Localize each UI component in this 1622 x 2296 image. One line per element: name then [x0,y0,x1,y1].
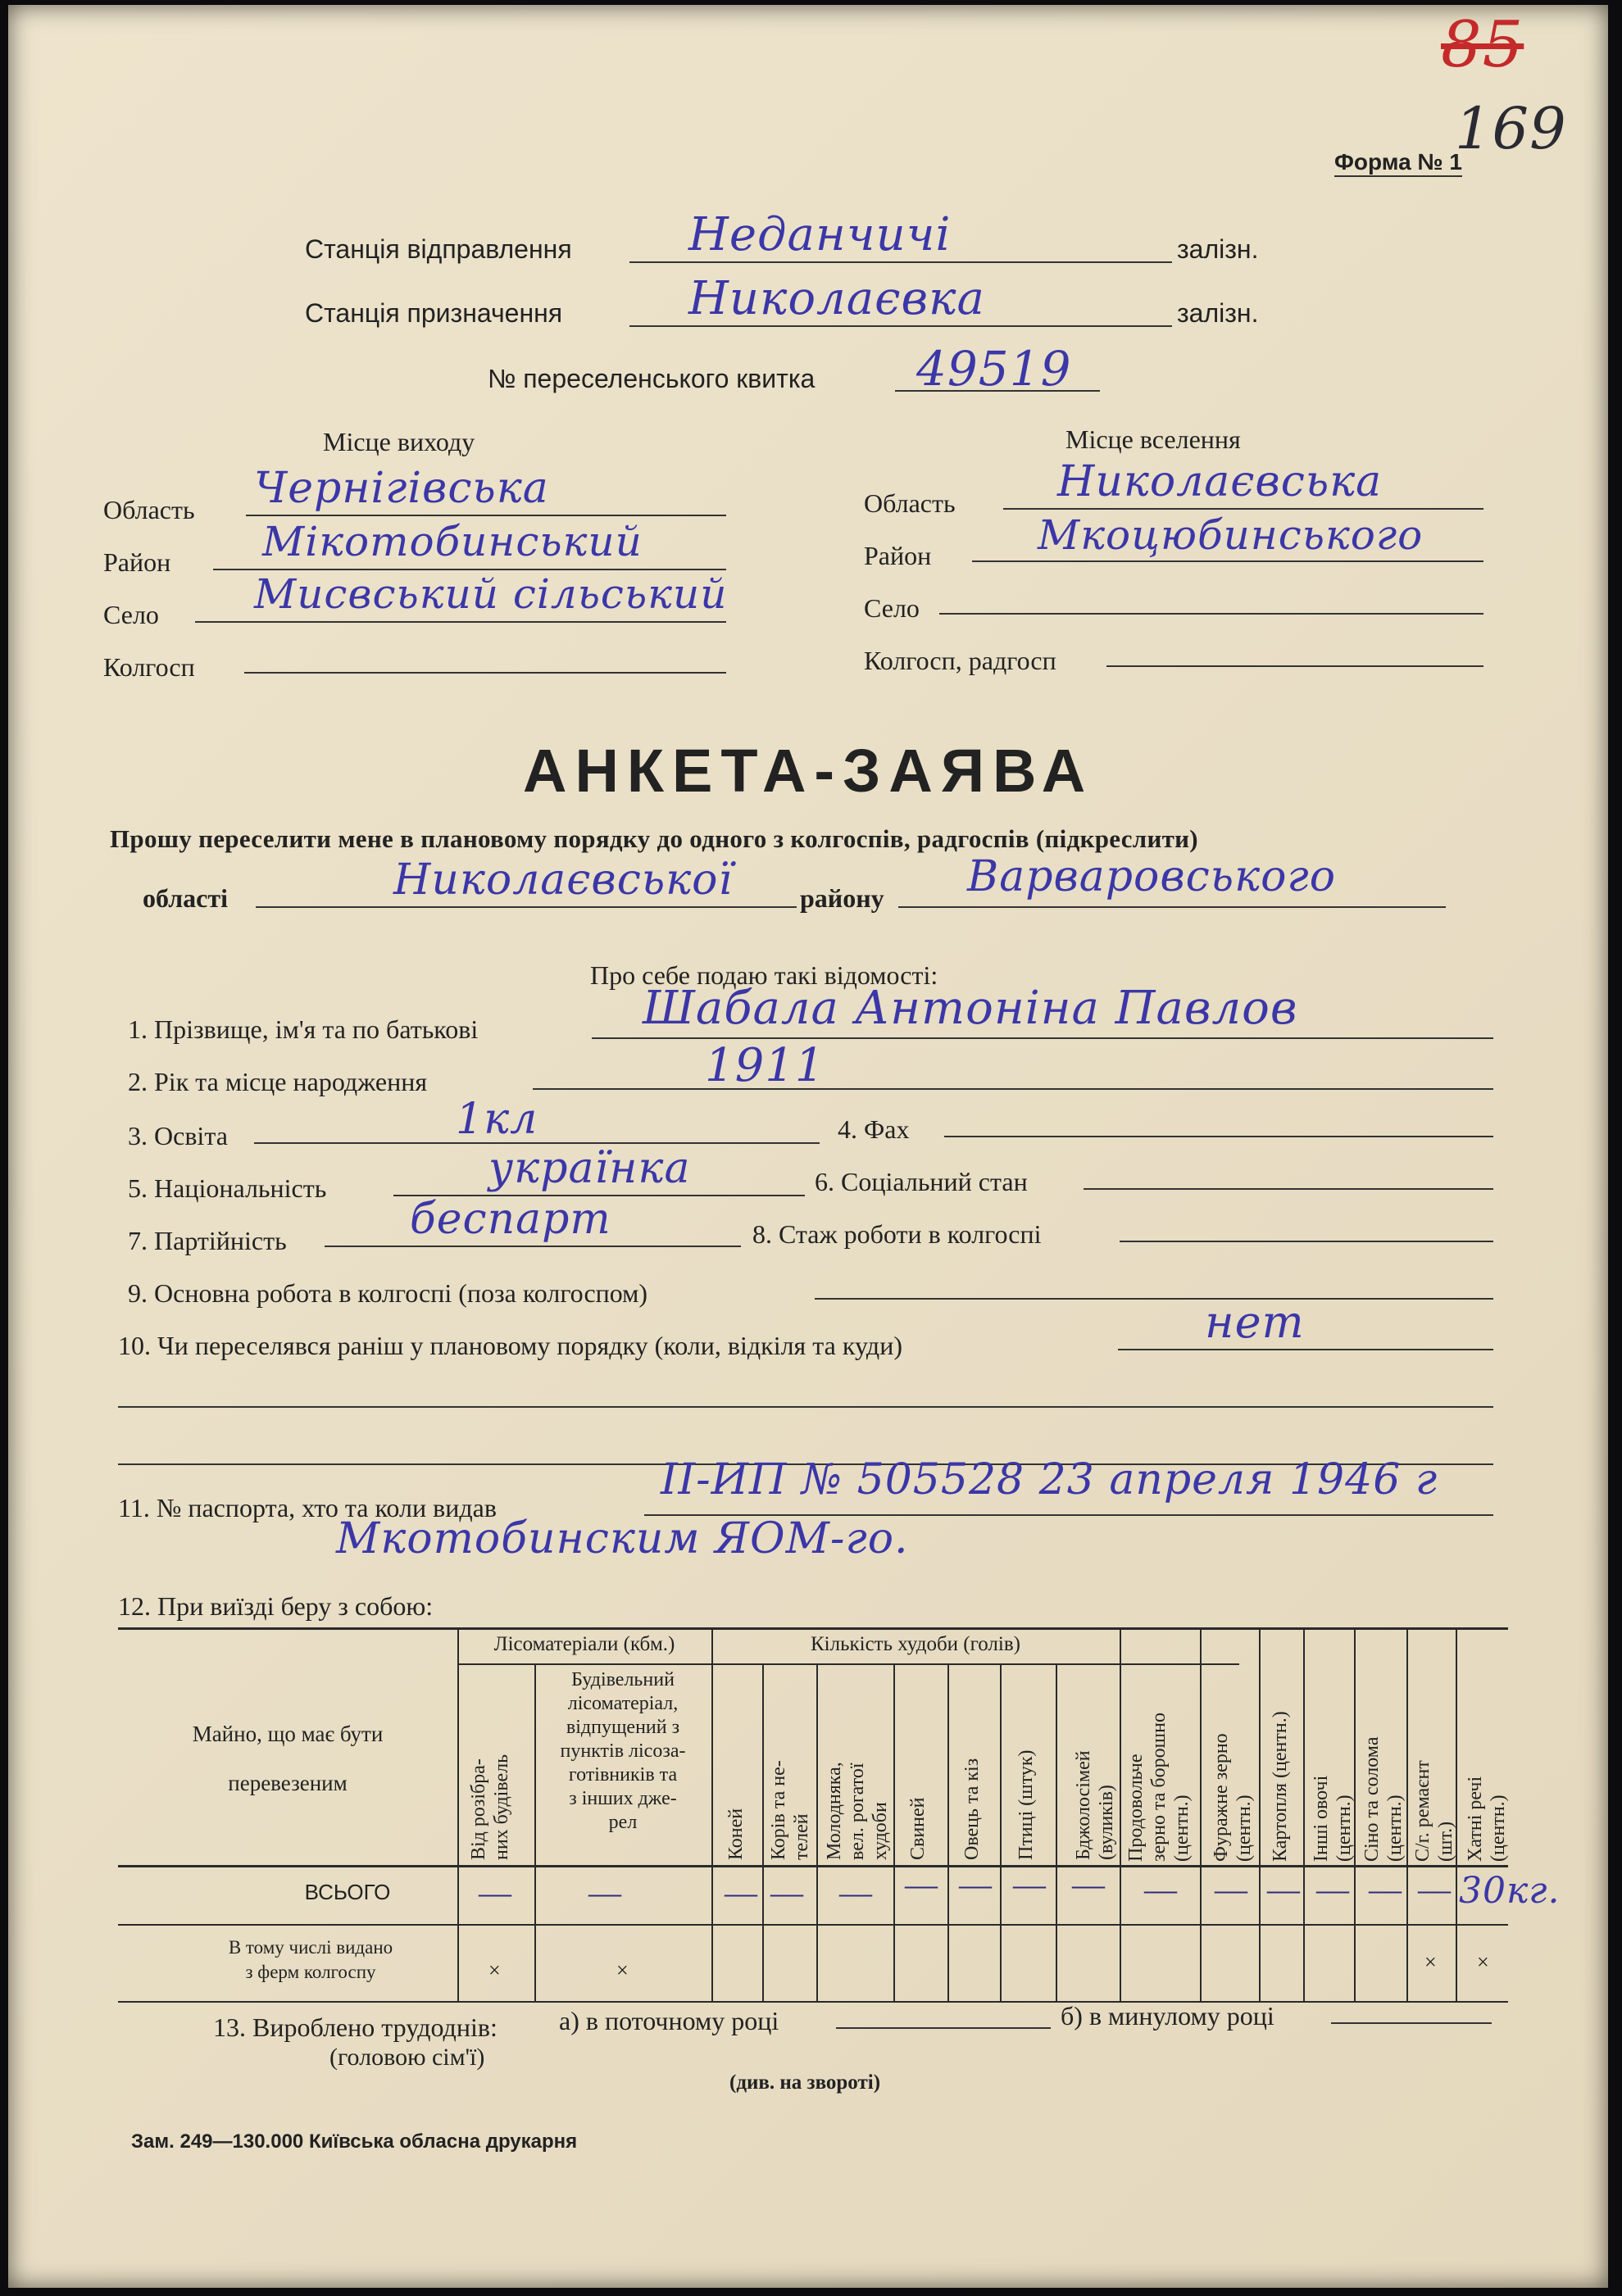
destination-raion-label: Район [864,541,932,570]
workdays-label: 13. Вироблено трудоднів: [213,2012,498,2042]
total-pigs: — [905,1866,938,1903]
col-header-household: Хатні речі (центн.) [1465,1776,1509,1862]
total-potato: — [1267,1871,1300,1908]
field-11-value-continued: Мкотобинским ЯОМ-го. [336,1514,909,1563]
see-back-note: (див. на звороті) [729,2071,881,2094]
document-page [8,5,1608,2288]
total-cows: — [770,1874,803,1911]
total-hay: — [1369,1871,1402,1908]
field-6-label: 6. Соціальний стан [815,1167,1028,1196]
col-header-horses: Коней [725,1808,747,1860]
group-header-divider [457,1663,1239,1665]
destination-oblast-label: Область [864,488,956,518]
request-oblast-line [256,906,797,908]
col-header-young-cattle: Молодняка, вел. рогатої худоби [824,1762,891,1860]
origin-oblast-label: Область [103,495,195,524]
field-11-label: 11. № паспорта, хто та коли видав [118,1493,497,1522]
col-header-timber-build: Будівельний лісоматеріал, відпущений з пунктів лісоза- готівників та з інших дже- рел [560,1669,686,1833]
table-header-divider [118,1865,1508,1867]
total-birds: — [1013,1866,1046,1903]
field-2-line [533,1088,1493,1090]
total-timber-demolish: — [479,1874,511,1911]
folio-number: 169 [1455,95,1567,162]
origin-selo-label: Село [103,600,159,629]
farm-household: × [1477,1950,1489,1974]
workdays-current-line [836,2027,1051,2029]
col-line [1000,1663,1002,2001]
field-12-label: 12. При виїзді беру з собою: [118,1591,434,1621]
field-7-value: беспарт [410,1195,611,1244]
workdays-sub: (головою сім'ї) [329,2044,485,2071]
total-grain: — [1144,1871,1177,1908]
col-header-birds: Птиці (штук) [1015,1749,1037,1860]
luggage-table [118,1627,1561,2003]
origin-kolhosp-line [244,672,726,674]
request-oblast-value: Николаєвської [393,855,734,905]
field-8-line [1120,1241,1493,1242]
farm-timber-build: × [616,1958,629,1982]
field-2-value: 1911 [705,1039,825,1092]
col-header-property: Майно, що має бути перевезеним [192,1722,384,1795]
destination-station-value: Николаєвка [688,272,985,325]
farm-tools: × [1424,1950,1437,1974]
departure-rail-suffix: залізн. [1177,234,1259,264]
ticket-number-label: № переселенського квитка [488,364,816,393]
field-2-label: 2. Рік та місце народження [128,1067,428,1096]
destination-station-line [629,325,1172,327]
field-1-value: Шабала Антоніна Павлов [643,982,1298,1035]
workdays-current-label: а) в поточному році [559,2006,779,2035]
col-header-tools: С/г. ремаєнт (шт.) [1412,1760,1456,1862]
origin-raion-value: Мікотобинський [262,518,643,565]
origin-selo-line [195,621,726,623]
destination-raion-value: Мкоцюбинського [1038,511,1424,559]
col-line [1259,1627,1261,2003]
field-5-value: українка [488,1144,691,1193]
field-9-line [815,1298,1493,1300]
request-raion-label: району [800,883,884,913]
origin-oblast-value: Чернігівська [254,464,549,513]
field-10-extra-line-1 [118,1406,1493,1408]
destination-kolhosp-label: Колгосп, радгосп [864,646,1056,675]
row-label-from-farm: В тому числі видано з ферм колгоспу [228,1937,393,1982]
col-line [1200,1627,1202,2003]
col-header-fodder: Фуражне зерно (центн.) [1211,1733,1255,1862]
field-4-line [944,1136,1493,1137]
origin-raion-label: Район [103,547,171,577]
col-line [1056,1663,1057,2001]
departure-station-line [629,261,1172,263]
printer-imprint: Зам. 249—130.000 Київська обласна друкарня [131,2130,578,2153]
field-8-label: 8. Стаж роботи в колгоспі [752,1219,1042,1249]
form-number: Форма № 1 [1334,149,1462,177]
col-header-hay: Сіно та солома (центн.) [1361,1736,1406,1862]
field-9-label: 9. Основна робота в колгоспі (поза колгоспом) [128,1278,648,1308]
col-line [947,1663,949,2001]
request-text: Прошу переселити мене в плановому порядку до одного з колгоспів, радгоспів (підкреслити) [110,824,1198,853]
col-header-bees: Бджолосімей (вуликів) [1073,1750,1117,1860]
group-header-timber: Лісоматеріали (кбм.) [493,1633,675,1655]
field-10-line [1118,1349,1493,1350]
request-raion-value: Варваровського [967,852,1337,901]
col-line [816,1663,818,2001]
destination-oblast-value: Николаєвська [1057,457,1383,506]
request-raion-line [898,906,1446,908]
field-4-label: 4. Фах [838,1114,910,1144]
field-10-value: нет [1205,1296,1305,1348]
request-oblast-label: області [143,883,228,913]
destination-raion-line [972,560,1483,562]
total-timber-build: — [588,1874,621,1911]
origin-selo-value: Мисвський сільський [254,570,728,618]
field-3-label: 3. Освіта [128,1121,228,1150]
col-line [457,1627,459,2003]
group-header-cattle: Кількість худоби (голів) [811,1633,1020,1655]
field-6-line [1084,1188,1493,1190]
col-line [893,1663,895,2001]
col-line [1120,1627,1121,2003]
total-vegetables: — [1316,1871,1349,1908]
col-header-sheep: Овець та кіз [961,1758,983,1860]
origin-heading: Місце виходу [323,427,475,456]
origin-oblast-line [246,515,726,516]
total-bees: — [1072,1866,1105,1903]
total-young-cattle: — [839,1874,872,1911]
departure-station-label: Станція відправлення [305,234,572,264]
total-tools: — [1418,1871,1451,1908]
document-title: АНКЕТА-ЗАЯВА [523,737,1094,805]
field-1-label: 1. Прізвище, ім'я та по батькові [128,1014,479,1044]
col-line [1303,1627,1305,2003]
col-header-pigs: Свиней [907,1797,929,1860]
col-header-potato: Картопля (центн.) [1270,1711,1291,1862]
field-5-label: 5. Національність [128,1173,327,1203]
field-3-value: 1кл [456,1095,538,1144]
workdays-previous-line [1331,2022,1492,2024]
total-household: 30кг. [1459,1870,1561,1912]
col-header-cows: Корів та не- телей [768,1760,812,1860]
total-horses: — [725,1874,757,1911]
origin-kolhosp-label: Колгосп [103,652,195,682]
destination-rail-suffix: залізн. [1177,298,1259,328]
col-line [711,1627,713,2003]
col-header-grain: Продовольче зерно та борошно (центн.) [1125,1713,1193,1862]
total-fodder: — [1215,1871,1247,1908]
workdays-previous-label: б) в минулому році [1061,2001,1274,2031]
farm-timber-demolish: × [488,1958,501,1982]
info-intro: Про себе подаю такі відомості: [590,960,938,990]
destination-oblast-line [1003,508,1483,510]
table-row-divider [118,1924,1508,1926]
col-line [762,1663,764,2001]
row-label-total: ВСЬОГО [304,1880,391,1904]
col-header-timber-demolish: Від розібра- них будівель [468,1754,512,1860]
col-header-vegetables: Інші овочі (центн.) [1311,1775,1355,1862]
destination-station-label: Станція призначення [305,298,563,328]
crossed-archive-number: 85 [1441,8,1524,82]
departure-station-value: Неданчичі [688,208,952,261]
total-sheep: — [959,1866,992,1903]
destination-kolhosp-line [1106,665,1483,667]
col-line [1406,1627,1408,2003]
table-bottom-border [118,2001,1508,2003]
table-top-border [118,1627,1508,1630]
field-11-value: II-ИП № 505528 23 апреля 1946 г [661,1455,1438,1504]
destination-selo-line [939,613,1483,615]
destination-selo-label: Село [864,593,920,623]
ticket-number-value: 49519 [916,341,1072,397]
field-10-label: 10. Чи переселявся раніш у плановому порядку (коли, відкіля та куди) [118,1331,902,1360]
field-7-label: 7. Партійність [128,1226,287,1255]
field-7-line [325,1246,741,1247]
destination-heading: Місце вселення [1065,424,1241,454]
